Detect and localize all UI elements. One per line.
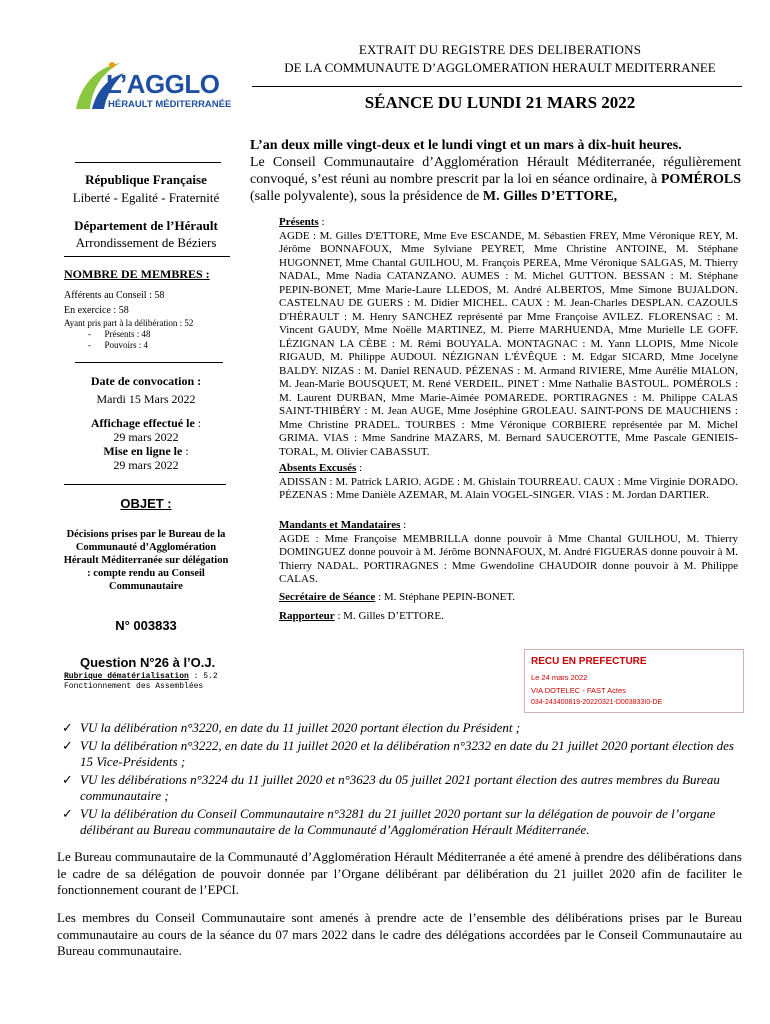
left-divider-3 [75,362,223,363]
considerant-text: VU la délibération n°3220, en date du 11 juillet 2020 portant élection du Président ; [80,720,521,735]
paragraph-2: Les membres du Conseil Communautaire sont amenés à prendre acte de l’ensemble des délibérations prises par le Bureau communautaire au cours de la séance du 07 mars 2022 dans le cadre des délégations accordées par le Conseil Communautaire au Bureau communautaire. [57,910,742,958]
presents-label: Présents [279,216,319,228]
rubrique-line [64,672,234,692]
check-icon: ✓ [62,772,73,787]
rapporteur-value: : M. Gilles D’ETTORE. [334,610,444,622]
mandants-list: AGDE : Mme Françoise MEMBRILLA donne pouvoir à Mme Chantal GUILHOU, M. Thierry DOMINGUEZ donne pouvoir à M. Jérôme BONNAFOUX, M. André FIGUERAS donne pouvoir à M. Thierry NADAL. PORTIRAGNES : Mme Gwendoline CHAUDOIR donne pouvoir à M. Philippe CALAS. [279,532,738,585]
rapporteur-label: Rapporteur [279,610,335,622]
communaute-title: DE LA COMMUNAUTE D’AGGLOMERATION HERAULT MEDITERRANEE [284,60,716,75]
mise-line [62,444,230,459]
considerant-1 [62,720,742,736]
intro-president: M. Gilles D’ETTORE, [482,189,618,204]
convocation-title: Date de convocation : [90,374,202,388]
considerant-2 [62,738,742,770]
affichage-colon: : [194,416,202,430]
seance-title: SÉANCE DU LUNDI 21 MARS 2022 [364,93,636,112]
presents-block [279,216,738,459]
intro-text-b: (salle polyvalente), sous la présidence de [250,189,483,204]
registre-title: EXTRAIT DU REGISTRE DES DELIBERATIONS [358,42,642,57]
affichage-line [62,416,230,431]
absents-block [279,462,738,503]
affichage-title: Affichage effectué le [90,416,195,430]
mandants-block [279,519,738,587]
presents-count-text: Présents : 48 [104,329,151,339]
affichage-date: 29 mars 2022 [113,430,179,444]
exercice-count: En exercice : 58 [64,305,129,316]
header-divider [252,86,742,87]
mise-colon: : [182,444,189,458]
left-divider-2 [64,256,230,257]
recu-title: RECU EN PREFECTURE [531,656,647,667]
check-icon: ✓ [62,720,73,735]
left-divider-4 [64,484,226,485]
pouvoirs-count: - Pouvoirs : 4 [88,340,149,350]
logo-main-text: L’AGGLO [106,69,220,99]
intro-text-a: Le Conseil Communautaire d’Agglomération Hérault Méditerranée, régulièrement convoqué, s’est réuni au nombre prescrit par la loi en séance ordinaire, à [250,155,741,187]
left-divider-1 [75,162,221,163]
intro-date-line: L’an deux mille vingt-deux et le lundi vingt et un mars à dix-huit heures. [250,138,682,153]
paragraph-1: Le Bureau communautaire de la Communauté d’Agglomération Hérault Méditerranée a été amené à prendre des délibérations dans le cadre de sa délégation de pouvoir donnée par l’Organe délibérant par délibération du 21 juillet 2020 afin de faciliter le fonctionnement courant de l’EPCI. [57,849,742,897]
secretaire-line [279,591,738,605]
agglo-logo [68,55,240,125]
pouvoirs-count-text: Pouvoirs : 4 [104,340,149,350]
ayant-pris-count: Ayant pris part à la délibération : 52 [64,318,194,328]
rubrique-label: Rubrique dématérialisation [64,672,189,681]
seance-intro [250,137,741,205]
considerant-text: VU la délibération n°3222, en date du 11 juillet 2020 et la délibération n°3232 en date du 21 juillet 2020 portant élection des 15 Vice-Présidents ; [80,738,734,769]
afferents-count: Afférents au Conseil : 58 [64,290,165,301]
absents-list: ADISSAN : M. Patrick LARIO. AGDE : M. Ghislain TOURREAU. CAUX : Mme Virginie DORADO. PÉZENAS : Mme Danièle AZEMAR, M. Alain VOGEL-SINGER. VIAS : M. Jordan DARTIER. [279,475,738,501]
check-icon: ✓ [62,738,73,753]
secretaire-value: : M. Stéphane PEPIN-BONET. [375,591,516,603]
presents-list: AGDE : M. Gilles D'ETTORE, Mme Eve ESCANDE, M. Sébastien FREY, Mme Véronique REY, M. Jérôme BONNAFOUX, Mme Sylviane PEYRET, Mme Christine ANTOINE, M. Stéphane HUGONNET, Mme Chantal GUILHOU, M. François PEREA, Mme Véronique SALGAS, M. Thierry NADAL, Mme Nadia CATANZANO. AUMES : M. Michel GUTTON. BESSAN : M. Stéphane PEPIN-BONET, Mme Marie-Laure LLEDOS, M. André ALBERTOS, Mme Simone BUJALDON. CASTELNAU DE GUERS : M. Didier MICHEL. CAUX : M. Jean-Charles DESPLAN. CAZOULS D'HÉRAULT : M. Henry SANCHEZ représenté par Mme Françoise AVILEZ. FLORENSAC : M. Vincent GAUDY, Mme Noëlle MARTINEZ, M. Pierre MARHUENDA, Mme Murielle LE GOFF. LÉZIGNAN LA CÈBE : M. Rémi BOUYALA. MONTAGNAC : M. Yann LLOPIS, Mme Nicole RIGAUD, M. Philippe AUDOUI. NÉZIGNAN L'ÉVÊQUE : M. Edgar SICARD, Mme Jocelyne BALDY. NIZAS : M. Daniel RENAUD. PÉZENAS : M. Armand RIVIERE, Mme Aurélie MIALON, M. Jean-Marie BOUSQUET, M. René VERDEIL. PINET : Mme Nathalie BASTOUL. POMÉROLS : M. Laurent DURBAN, Mme Marie-Aimée POMAREDE. PORTIRAGNES : M. Philippe CALAS SAINT-THIBÉRY : M. Jean AUGE, Mme Joséphine GROLEAU. SAINT-PONS DE MAUCHIENS : Mme Christine PRADEL. TOURBES : Mme Véronique CORBIERE représentée par M. Michel GRIMA. VIAS : Mme Sandrine MAZARS, M. Bernard SAUCEROTTE, Mme Pascale GENIEIS-TORAL, M. Olivier CABASSUT. [279,229,738,458]
absents-label: Absents Excusés [279,462,357,474]
presents-count: - Présents : 48 [88,329,151,339]
check-icon: ✓ [62,806,73,821]
considerant-3 [62,772,742,804]
mandants-label: Mandants et Mandataires [279,519,401,531]
convocation-date: Mardi 15 Mars 2022 [96,392,196,406]
membres-title: NOMBRE DE MEMBRES : [64,267,210,281]
mandants-colon: : [400,519,407,531]
rubrique-value: : 5.2 Fonctionnement des Assemblées [64,672,218,691]
logo-sub-text: HÉRAULT MÉDITERRANÉE [108,99,232,110]
secretaire-label: Secrétaire de Séance [279,591,376,603]
presents-colon: : [318,216,325,228]
devise-label: Liberté - Egalité - Fraternité [72,190,220,205]
recu-prefecture-stamp [524,649,744,713]
considerant-4 [62,806,742,838]
absents-colon: : [356,462,363,474]
rapporteur-line [279,610,738,624]
recu-date: Le 24 mars 2022 [531,673,588,682]
recu-ref: 034-243400819-20220321-D003833I0-DE [531,699,663,706]
mise-title: Mise en ligne le [103,444,183,458]
objet-title: OBJET : [120,496,172,511]
considerant-text: VU les délibérations n°3224 du 11 juillet 2020 et n°3623 du 05 juillet 2021 portant élection des autres membres du Bureau communautaire ; [80,772,720,803]
intro-place: POMÉROLS [660,172,741,187]
question-label: Question N°26 à l’O.J. [80,655,216,670]
mise-date: 29 mars 2022 [113,458,179,472]
objet-text: Décisions prises par le Bureau de la Communauté d’Agglomération Hérault Méditerranée sur délégation : compte rendu au Conseil Communautaire [63,529,229,592]
arrondissement-label: Arrondissement de Béziers [75,235,217,250]
recu-via: VIA DOTELEC - FAST Actes [531,686,626,695]
considerant-text: VU la délibération du Conseil Communautaire n°3281 du 21 juillet 2020 portant sur la délégation de pouvoir de l’organe délibérant au Bureau communautaire de la Communauté d’Agglomération Hérault Méditerranée. [80,806,716,837]
departement-label: Département de l’Hérault [74,218,218,233]
numero-label: N° 003833 [115,618,177,633]
republique-label: République Française [85,172,207,187]
